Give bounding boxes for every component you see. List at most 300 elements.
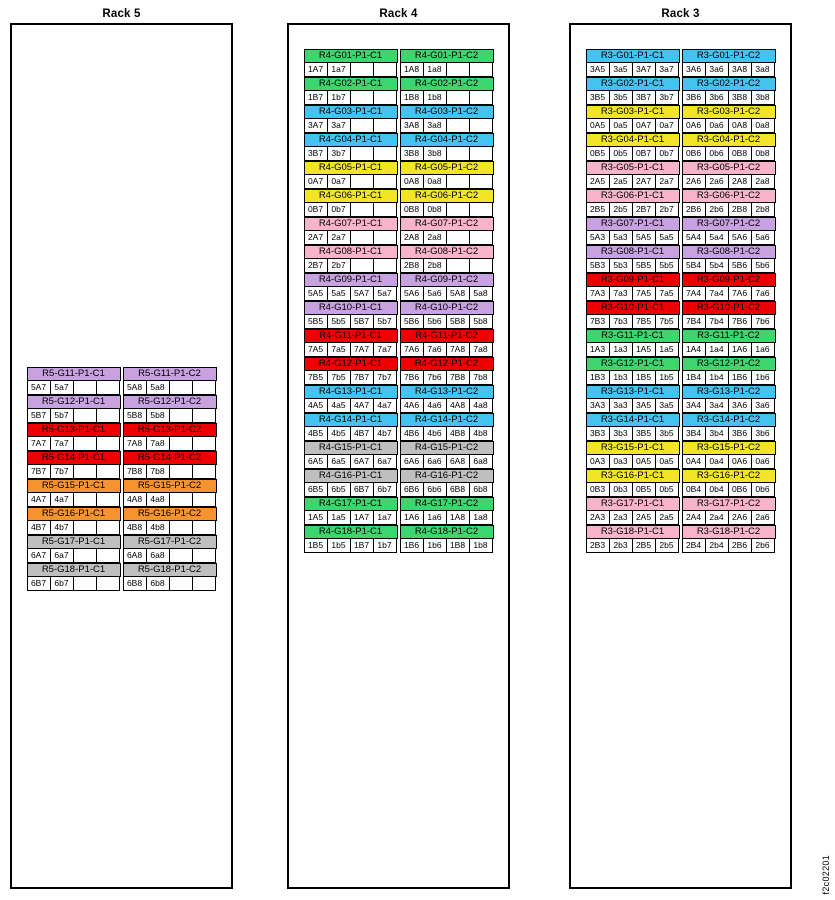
port-cell: 0b5 (610, 147, 633, 161)
port-cell: 1a5 (656, 343, 679, 357)
port-cell: 5A8 (124, 381, 147, 395)
connector-block-right (400, 245, 494, 273)
port-cell-row (123, 465, 217, 479)
port-cell-row (682, 287, 776, 301)
connector-label: R3-G10-P1-C2 (682, 301, 776, 315)
port-cell (470, 119, 493, 133)
port-cell (193, 465, 216, 479)
port-cell: 4b6 (424, 427, 447, 441)
port-cell: 1a7 (328, 63, 351, 77)
port-cell: 6a6 (424, 455, 447, 469)
port-cell-row (400, 427, 494, 441)
port-cell: 2A3 (587, 511, 610, 525)
port-cell: 3A6 (683, 63, 706, 77)
port-cell: 0B4 (683, 483, 706, 497)
rack-group (289, 413, 508, 441)
rack-title: Rack 4 (379, 8, 418, 20)
port-cell-row (304, 63, 398, 77)
port-cell: 1b3 (610, 371, 633, 385)
connector-label: R3-G13-P1-C1 (586, 385, 680, 399)
port-cell: 6A5 (305, 455, 328, 469)
port-cell: 3A7 (633, 63, 656, 77)
port-cell (97, 465, 120, 479)
port-cell: 3B5 (633, 427, 656, 441)
port-cell: 1A8 (401, 63, 424, 77)
port-cell-row (123, 549, 217, 563)
port-cell-row (682, 399, 776, 413)
port-cell: 4A8 (124, 493, 147, 507)
port-cell: 0B8 (729, 147, 752, 161)
port-cell: 5a7 (374, 287, 397, 301)
port-cell: 2a3 (610, 511, 633, 525)
connector-block-right (400, 497, 494, 525)
connector-block-left (586, 189, 680, 217)
connector-label: R3-G04-P1-C2 (682, 133, 776, 147)
connector-block-right (123, 395, 217, 423)
port-cell: 1b5 (328, 539, 351, 553)
connector-block-left (304, 413, 398, 441)
port-cell: 1b7 (374, 539, 397, 553)
port-cell: 2B8 (729, 203, 752, 217)
connector-label: R3-G05-P1-C2 (682, 161, 776, 175)
port-cell-row (400, 343, 494, 357)
port-cell: 2b8 (424, 259, 447, 273)
port-cell: 3B7 (633, 91, 656, 105)
port-cell: 7b7 (374, 371, 397, 385)
connector-block-right (400, 329, 494, 357)
port-cell-row (586, 455, 680, 469)
port-cell: 3A5 (587, 63, 610, 77)
connector-block-left (586, 357, 680, 385)
port-cell: 5B6 (729, 259, 752, 273)
port-cell: 7b8 (470, 371, 493, 385)
port-cell: 3A4 (683, 399, 706, 413)
rack-group (289, 497, 508, 525)
port-cell: 2A5 (633, 511, 656, 525)
port-cell: 6a7 (374, 455, 397, 469)
port-cell: 1b6 (424, 539, 447, 553)
port-cell: 4A5 (305, 399, 328, 413)
port-cell: 0a7 (656, 119, 679, 133)
port-cell: 3a6 (706, 63, 729, 77)
port-cell: 6b7 (374, 483, 397, 497)
port-cell: 1a7 (374, 511, 397, 525)
rack-group (571, 245, 790, 273)
rack-group (12, 479, 231, 507)
connector-label: R3-G07-P1-C1 (586, 217, 680, 231)
port-cell: 0a8 (424, 175, 447, 189)
port-cell: 7a5 (328, 343, 351, 357)
rack-group (289, 273, 508, 301)
port-cell: 5A7 (351, 287, 374, 301)
connector-block-right (682, 273, 776, 301)
connector-block-left (304, 301, 398, 329)
port-cell (470, 175, 493, 189)
port-cell: 4a8 (470, 399, 493, 413)
connector-block-left (304, 497, 398, 525)
connector-block-left (27, 367, 121, 395)
port-cell-row (586, 343, 680, 357)
port-cell (374, 63, 397, 77)
port-cell: 6a8 (147, 549, 170, 563)
port-cell-row (682, 343, 776, 357)
connector-label: R3-G12-P1-C1 (586, 357, 680, 371)
connector-block-left (586, 133, 680, 161)
port-cell: 5a7 (51, 381, 74, 395)
port-cell: 5a3 (610, 231, 633, 245)
port-cell: 6b6 (424, 483, 447, 497)
port-cell-row (304, 119, 398, 133)
port-cell-row (304, 539, 398, 553)
port-cell-row (304, 203, 398, 217)
port-cell-row (586, 399, 680, 413)
port-cell: 7a5 (656, 287, 679, 301)
connector-label: R5-G13-P1-C1 (27, 423, 121, 437)
port-cell: 3B3 (587, 427, 610, 441)
rack-group (571, 441, 790, 469)
connector-label: R4-G05-P1-C1 (304, 161, 398, 175)
connector-block-right (682, 357, 776, 385)
port-cell: 4a5 (328, 399, 351, 413)
port-cell: 0a3 (610, 455, 633, 469)
port-cell: 2B7 (305, 259, 328, 273)
port-cell: 3B5 (587, 91, 610, 105)
connector-block-right (123, 479, 217, 507)
port-cell-row (27, 521, 121, 535)
connector-label: R3-G07-P1-C2 (682, 217, 776, 231)
port-cell: 7B8 (124, 465, 147, 479)
port-cell: 7A5 (633, 287, 656, 301)
port-cell: 2b7 (656, 203, 679, 217)
rack-group (289, 217, 508, 245)
port-cell: 6B8 (447, 483, 470, 497)
port-cell: 3a6 (752, 399, 775, 413)
port-cell: 7b5 (656, 315, 679, 329)
connector-block-right (123, 507, 217, 535)
port-cell (470, 231, 493, 245)
connector-block-left (586, 49, 680, 77)
port-cell-row (400, 371, 494, 385)
port-cell: 4B7 (351, 427, 374, 441)
connector-label: R4-G17-P1-C1 (304, 497, 398, 511)
port-cell-row (304, 371, 398, 385)
connector-block-left (304, 217, 398, 245)
port-cell: 1A5 (633, 343, 656, 357)
port-cell: 4B8 (124, 521, 147, 535)
rack-group (571, 189, 790, 217)
connector-block-right (682, 245, 776, 273)
connector-label: R4-G11-P1-C1 (304, 329, 398, 343)
rack-group (289, 329, 508, 357)
connector-block-right (682, 441, 776, 469)
port-cell: 1A6 (729, 343, 752, 357)
connector-block-left (586, 105, 680, 133)
port-cell (447, 119, 470, 133)
port-cell (170, 549, 193, 563)
connector-label: R3-G03-P1-C1 (586, 105, 680, 119)
rack-group (289, 245, 508, 273)
connector-block-left (304, 329, 398, 357)
port-cell-row (682, 483, 776, 497)
port-cell-row (400, 539, 494, 553)
port-cell-row (586, 147, 680, 161)
port-cell: 3a7 (328, 119, 351, 133)
connector-label: R5-G14-P1-C1 (27, 451, 121, 465)
connector-block-left (304, 161, 398, 189)
port-cell: 3a5 (610, 63, 633, 77)
port-cell: 2a7 (328, 231, 351, 245)
port-cell-row (400, 455, 494, 469)
port-cell: 0a8 (752, 119, 775, 133)
port-cell: 3a5 (656, 399, 679, 413)
connector-block-left (304, 133, 398, 161)
port-cell (374, 259, 397, 273)
port-cell-row (586, 203, 680, 217)
port-cell: 1A4 (683, 343, 706, 357)
rack-group (571, 329, 790, 357)
port-cell: 5a5 (328, 287, 351, 301)
port-cell (170, 465, 193, 479)
connector-label: R3-G15-P1-C2 (682, 441, 776, 455)
connector-block-right (123, 423, 217, 451)
port-cell: 0A5 (587, 119, 610, 133)
connector-label: R5-G17-P1-C2 (123, 535, 217, 549)
port-cell: 5B8 (447, 315, 470, 329)
connector-block-left (304, 525, 398, 553)
connector-label: R3-G09-P1-C1 (586, 273, 680, 287)
port-cell: 2b5 (656, 539, 679, 553)
port-cell: 0b7 (656, 147, 679, 161)
rack-group (12, 507, 231, 535)
rack-group (289, 49, 508, 77)
port-cell: 5A7 (28, 381, 51, 395)
port-cell: 5B8 (124, 409, 147, 423)
port-cell: 3b7 (656, 91, 679, 105)
port-cell: 1b6 (752, 371, 775, 385)
rack-group (289, 525, 508, 553)
port-cell: 0A3 (587, 455, 610, 469)
port-cell: 6B7 (28, 577, 51, 591)
port-cell-row (400, 203, 494, 217)
port-cell (170, 437, 193, 451)
connector-block-right (682, 469, 776, 497)
port-cell-row (304, 287, 398, 301)
port-cell: 2B7 (633, 203, 656, 217)
rack-group (12, 367, 231, 395)
port-cell: 0b5 (656, 483, 679, 497)
port-cell: 5B5 (305, 315, 328, 329)
port-cell-row (682, 539, 776, 553)
port-cell: 2b7 (328, 259, 351, 273)
rack-group (12, 423, 231, 451)
port-cell-row (27, 381, 121, 395)
connector-block-left (586, 441, 680, 469)
port-cell: 6b8 (147, 577, 170, 591)
port-cell-row (27, 465, 121, 479)
rack-title: Rack 5 (102, 8, 141, 20)
connector-label: R4-G12-P1-C2 (400, 357, 494, 371)
connector-block-right (682, 385, 776, 413)
port-cell: 7A8 (124, 437, 147, 451)
port-cell: 7B6 (401, 371, 424, 385)
rack-group (571, 273, 790, 301)
connector-block-right (682, 329, 776, 357)
port-cell: 0B5 (633, 483, 656, 497)
port-cell: 2B3 (587, 539, 610, 553)
connector-label: R3-G01-P1-C2 (682, 49, 776, 63)
port-cell (170, 381, 193, 395)
rack-body (569, 23, 792, 889)
connector-label: R4-G01-P1-C2 (400, 49, 494, 63)
connector-block-right (400, 385, 494, 413)
rack-body (287, 23, 510, 889)
group-stack (289, 49, 508, 553)
port-cell: 5b5 (328, 315, 351, 329)
rack-group (289, 385, 508, 413)
port-cell (351, 63, 374, 77)
connector-block-right (400, 133, 494, 161)
port-cell: 5A6 (401, 287, 424, 301)
port-cell: 0a4 (706, 455, 729, 469)
port-cell: 7b8 (147, 465, 170, 479)
port-cell-row (304, 427, 398, 441)
port-cell (351, 175, 374, 189)
connector-block-left (586, 385, 680, 413)
port-cell: 5b7 (374, 315, 397, 329)
port-cell (193, 577, 216, 591)
port-cell: 2A8 (401, 231, 424, 245)
port-cell-row (400, 315, 494, 329)
port-cell: 5B7 (28, 409, 51, 423)
port-cell: 1b7 (328, 91, 351, 105)
port-cell-row (123, 577, 217, 591)
connector-label: R3-G16-P1-C1 (586, 469, 680, 483)
port-cell: 3b6 (752, 427, 775, 441)
connector-block-right (682, 497, 776, 525)
port-cell: 7A6 (729, 287, 752, 301)
rack-4 (287, 8, 510, 889)
port-cell (97, 437, 120, 451)
port-cell: 4A8 (447, 399, 470, 413)
port-cell: 0A7 (305, 175, 328, 189)
port-cell: 2b4 (706, 539, 729, 553)
port-cell: 7B7 (351, 371, 374, 385)
port-cell-row (304, 483, 398, 497)
port-cell: 3B6 (683, 91, 706, 105)
port-cell: 1a5 (328, 511, 351, 525)
port-cell: 6A8 (447, 455, 470, 469)
port-cell: 6A8 (124, 549, 147, 563)
connector-label: R4-G16-P1-C2 (400, 469, 494, 483)
connector-block-left (27, 507, 121, 535)
port-cell: 7A6 (401, 343, 424, 357)
port-cell: 5a8 (470, 287, 493, 301)
port-cell: 1b8 (424, 91, 447, 105)
connector-block-left (586, 273, 680, 301)
port-cell: 0a5 (610, 119, 633, 133)
connector-label: R4-G14-P1-C2 (400, 413, 494, 427)
port-cell-row (586, 119, 680, 133)
port-cell (470, 147, 493, 161)
port-cell: 1a6 (424, 511, 447, 525)
port-cell: 4b8 (147, 521, 170, 535)
connector-label: R4-G13-P1-C2 (400, 385, 494, 399)
port-cell: 1B4 (683, 371, 706, 385)
port-cell: 0B6 (683, 147, 706, 161)
port-cell-row (304, 315, 398, 329)
port-cell: 1b5 (656, 371, 679, 385)
port-cell: 7b6 (424, 371, 447, 385)
port-cell: 1B3 (587, 371, 610, 385)
port-cell-row (586, 483, 680, 497)
port-cell: 0B7 (633, 147, 656, 161)
port-cell-row (400, 91, 494, 105)
connector-label: R4-G06-P1-C1 (304, 189, 398, 203)
port-cell: 2a7 (656, 175, 679, 189)
port-cell (97, 577, 120, 591)
connector-block-right (400, 413, 494, 441)
port-cell-row (586, 63, 680, 77)
rack-group (571, 49, 790, 77)
connector-block-right (400, 161, 494, 189)
port-cell: 5B5 (633, 259, 656, 273)
connector-block-left (586, 245, 680, 273)
port-cell-row (304, 455, 398, 469)
port-cell: 5a4 (706, 231, 729, 245)
port-cell-row (400, 63, 494, 77)
port-cell: 5a6 (424, 287, 447, 301)
connector-label: R4-G16-P1-C1 (304, 469, 398, 483)
port-cell: 2a6 (752, 511, 775, 525)
port-cell-row (682, 203, 776, 217)
port-cell-row (682, 455, 776, 469)
port-cell (97, 549, 120, 563)
port-cell-row (682, 511, 776, 525)
rack-group (289, 441, 508, 469)
port-cell: 7B4 (683, 315, 706, 329)
connector-block-left (27, 563, 121, 591)
port-cell: 5A8 (447, 287, 470, 301)
port-cell: 4B8 (447, 427, 470, 441)
port-cell: 5a6 (752, 231, 775, 245)
port-cell (193, 521, 216, 535)
port-cell: 5b3 (610, 259, 633, 273)
port-cell (447, 63, 470, 77)
port-cell: 6A7 (28, 549, 51, 563)
connector-label: R3-G17-P1-C2 (682, 497, 776, 511)
port-cell: 7b7 (51, 465, 74, 479)
port-cell: 0A5 (633, 455, 656, 469)
port-cell: 6a5 (328, 455, 351, 469)
port-cell: 0b8 (752, 147, 775, 161)
port-cell-row (123, 493, 217, 507)
connector-block-left (304, 245, 398, 273)
connector-block-right (682, 413, 776, 441)
port-cell-row (304, 91, 398, 105)
port-cell: 5b6 (752, 259, 775, 273)
port-cell (470, 91, 493, 105)
port-cell-row (586, 231, 680, 245)
connector-label: R4-G08-P1-C1 (304, 245, 398, 259)
connector-label: R5-G11-P1-C2 (123, 367, 217, 381)
port-cell: 5A5 (633, 231, 656, 245)
port-cell: 7a6 (752, 287, 775, 301)
connector-block-right (123, 367, 217, 395)
connector-label: R4-G02-P1-C1 (304, 77, 398, 91)
port-cell: 7B3 (587, 315, 610, 329)
port-cell-row (27, 577, 121, 591)
port-cell (351, 147, 374, 161)
